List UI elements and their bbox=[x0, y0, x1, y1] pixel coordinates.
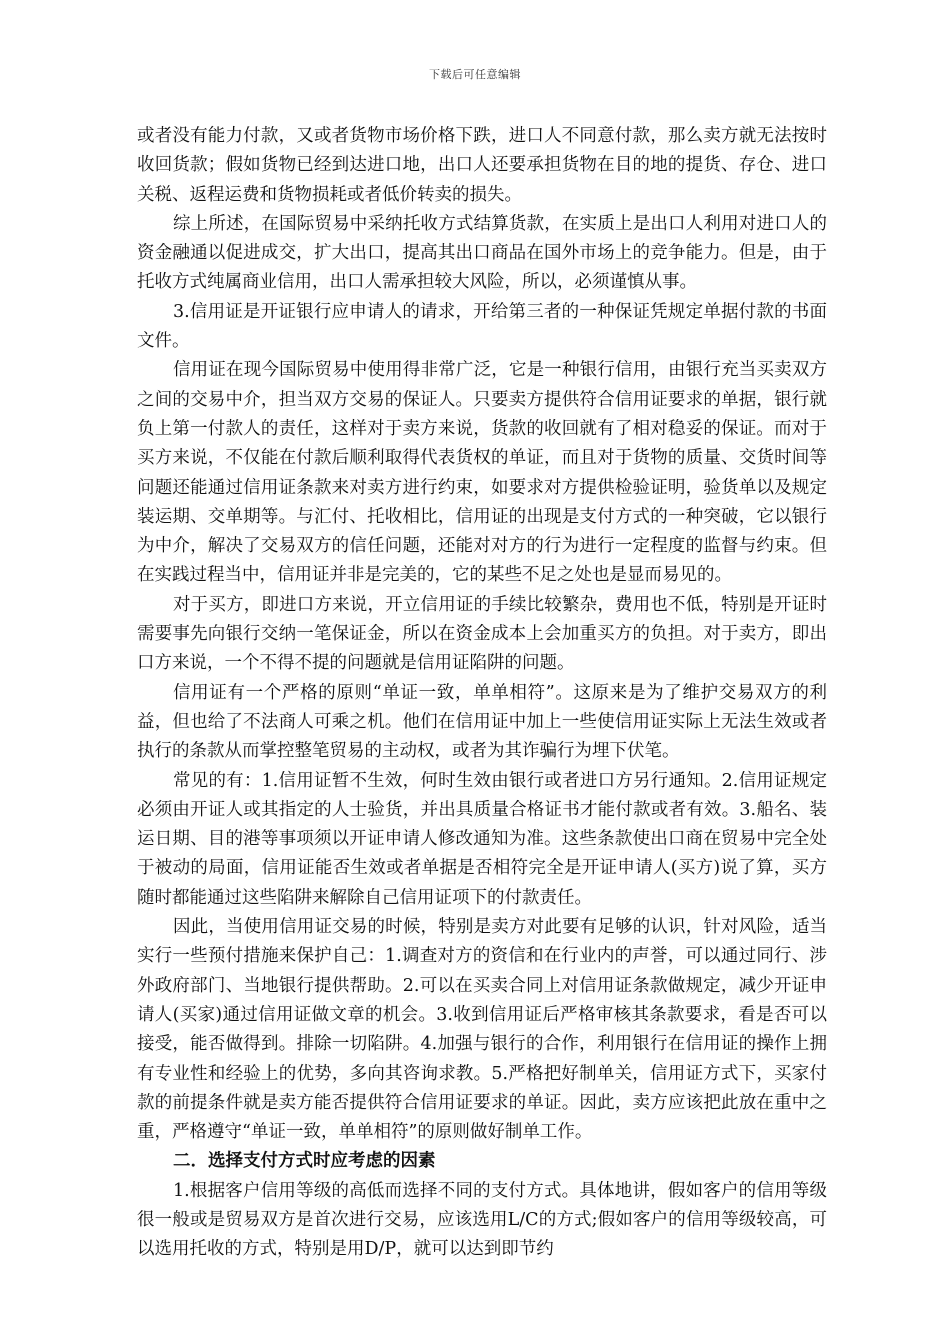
paragraph: 信用证有一个严格的原则“单证一致，单单相符”。这原来是为了维护交易双方的利益，但也给了不法商人可乘之机。他们在信用证中加上一些使信用证实际上无法生效或者执行的条款从而掌控整笔贸易的主动权，或者为其诈骗行为埋下伏笔。 bbox=[137, 682, 827, 762]
paragraph: 常见的有：1.信用证暂不生效，何时生效由银行或者进口方另行通知。2.信用证规定必须由开证人或其指定的人士验货，并出具质量合格证书才能付款或者有效。3.船名、装运日期、目的港等事项须以开证申请人修改通知为准。这些条款使出口商在贸易中完全处于被动的局面，信用证能否生效或者单据是否相符完全是开证申请人(买方)说了算，买方随时都能通过这些陷阱来解除自己信用证项下的付款责任。 bbox=[137, 770, 827, 908]
section-heading: 二．选择支付方式时应考虑的因素 bbox=[173, 1151, 436, 1172]
paragraph: 因此，当使用信用证交易的时候，特别是卖方对此要有足够的认识，针对风险，适当实行一些预付措施来保护自己：1.调查对方的资信和在行业内的声誉，可以通过同行、涉外政府部门、当地银行提供帮助。2.可以在买卖合同上对信用证条款做规定，减少开证申请人(买家)通过信用证做文章的机会。3.收到信用证后严格审核其条款要求，看是否可以接受，能否做得到。排除一切陷阱。4.加强与银行的合作，利用银行在信用证的操作上拥有专业性和经验上的优势，多向其咨询求教。5.严格把好制单关，信用证方式下，买家付款的前提条件就是卖方能否提供符合信用证要求的单证。因此，卖方应该把此放在重中之重，严格遵守“单证一致，单单相符”的原则做好制单工作。 bbox=[137, 917, 827, 1143]
document-body bbox=[137, 122, 827, 1265]
paragraph: 1.根据客户信用等级的高低而选择不同的支付方式。具体地讲，假如客户的信用等级很一般或是贸易双方是首次进行交易，应该选用L/C的方式;假如客户的信用等级较高，可以选用托收的方式，特别是用D/P，就可以达到即节约 bbox=[137, 1180, 827, 1260]
page-header: 下载后可任意编辑 bbox=[429, 68, 521, 81]
paragraph: 信用证在现今国际贸易中使用得非常广泛，它是一种银行信用，由银行充当买卖双方之间的交易中介，担当双方交易的保证人。只要卖方提供符合信用证要求的单据，银行就负上第一付款人的责任，这样对于卖方来说，货款的收回就有了相对稳妥的保证。而对于买方来说，不仅能在付款后顺利取得代表货权的单证，而且对于货物的质量、交货时间等问题还能通过信用证条款来对卖方进行约束，如要求对方提供检验证明，验货单以及规定装运期、交单期等。与汇付、托收相比，信用证的出现是支付方式的一种突破，它以银行为中介，解决了交易双方的信任问题，还能对对方的行为进行一定程度的监督与约束。但在实践过程当中，信用证并非是完美的，它的某些不足之处也是显而易见的。 bbox=[137, 360, 827, 586]
paragraph: 或者没有能力付款，又或者货物市场价格下跌，进口人不同意付款，那么卖方就无法按时收回货款；假如货物已经到达进口地，出口人还要承担货物在目的地的提货、存仓、进口关税、返程运费和货物损耗或者低价转卖的损失。 bbox=[137, 126, 827, 205]
paragraph: 综上所述，在国际贸易中采纳托收方式结算货款，在实质上是出口人利用对进口人的资金融通以促进成交，扩大出口，提高其出口商品在国外市场上的竞争能力。但是，由于托收方式纯属商业信用，出口人需承担较大风险，所以，必须谨慎从事。 bbox=[137, 213, 827, 293]
paragraph: 对于买方，即进口方来说，开立信用证的手续比较繁杂，费用也不低，特别是开证时需要事先向银行交纳一笔保证金，所以在资金成本上会加重买方的负担。对于卖方，即出口方来说，一个不得不提的问题就是信用证陷阱的问题。 bbox=[137, 594, 827, 674]
paragraph: 3.信用证是开证银行应申请人的请求，开给第三者的一种保证凭规定单据付款的书面文件。 bbox=[137, 301, 827, 352]
